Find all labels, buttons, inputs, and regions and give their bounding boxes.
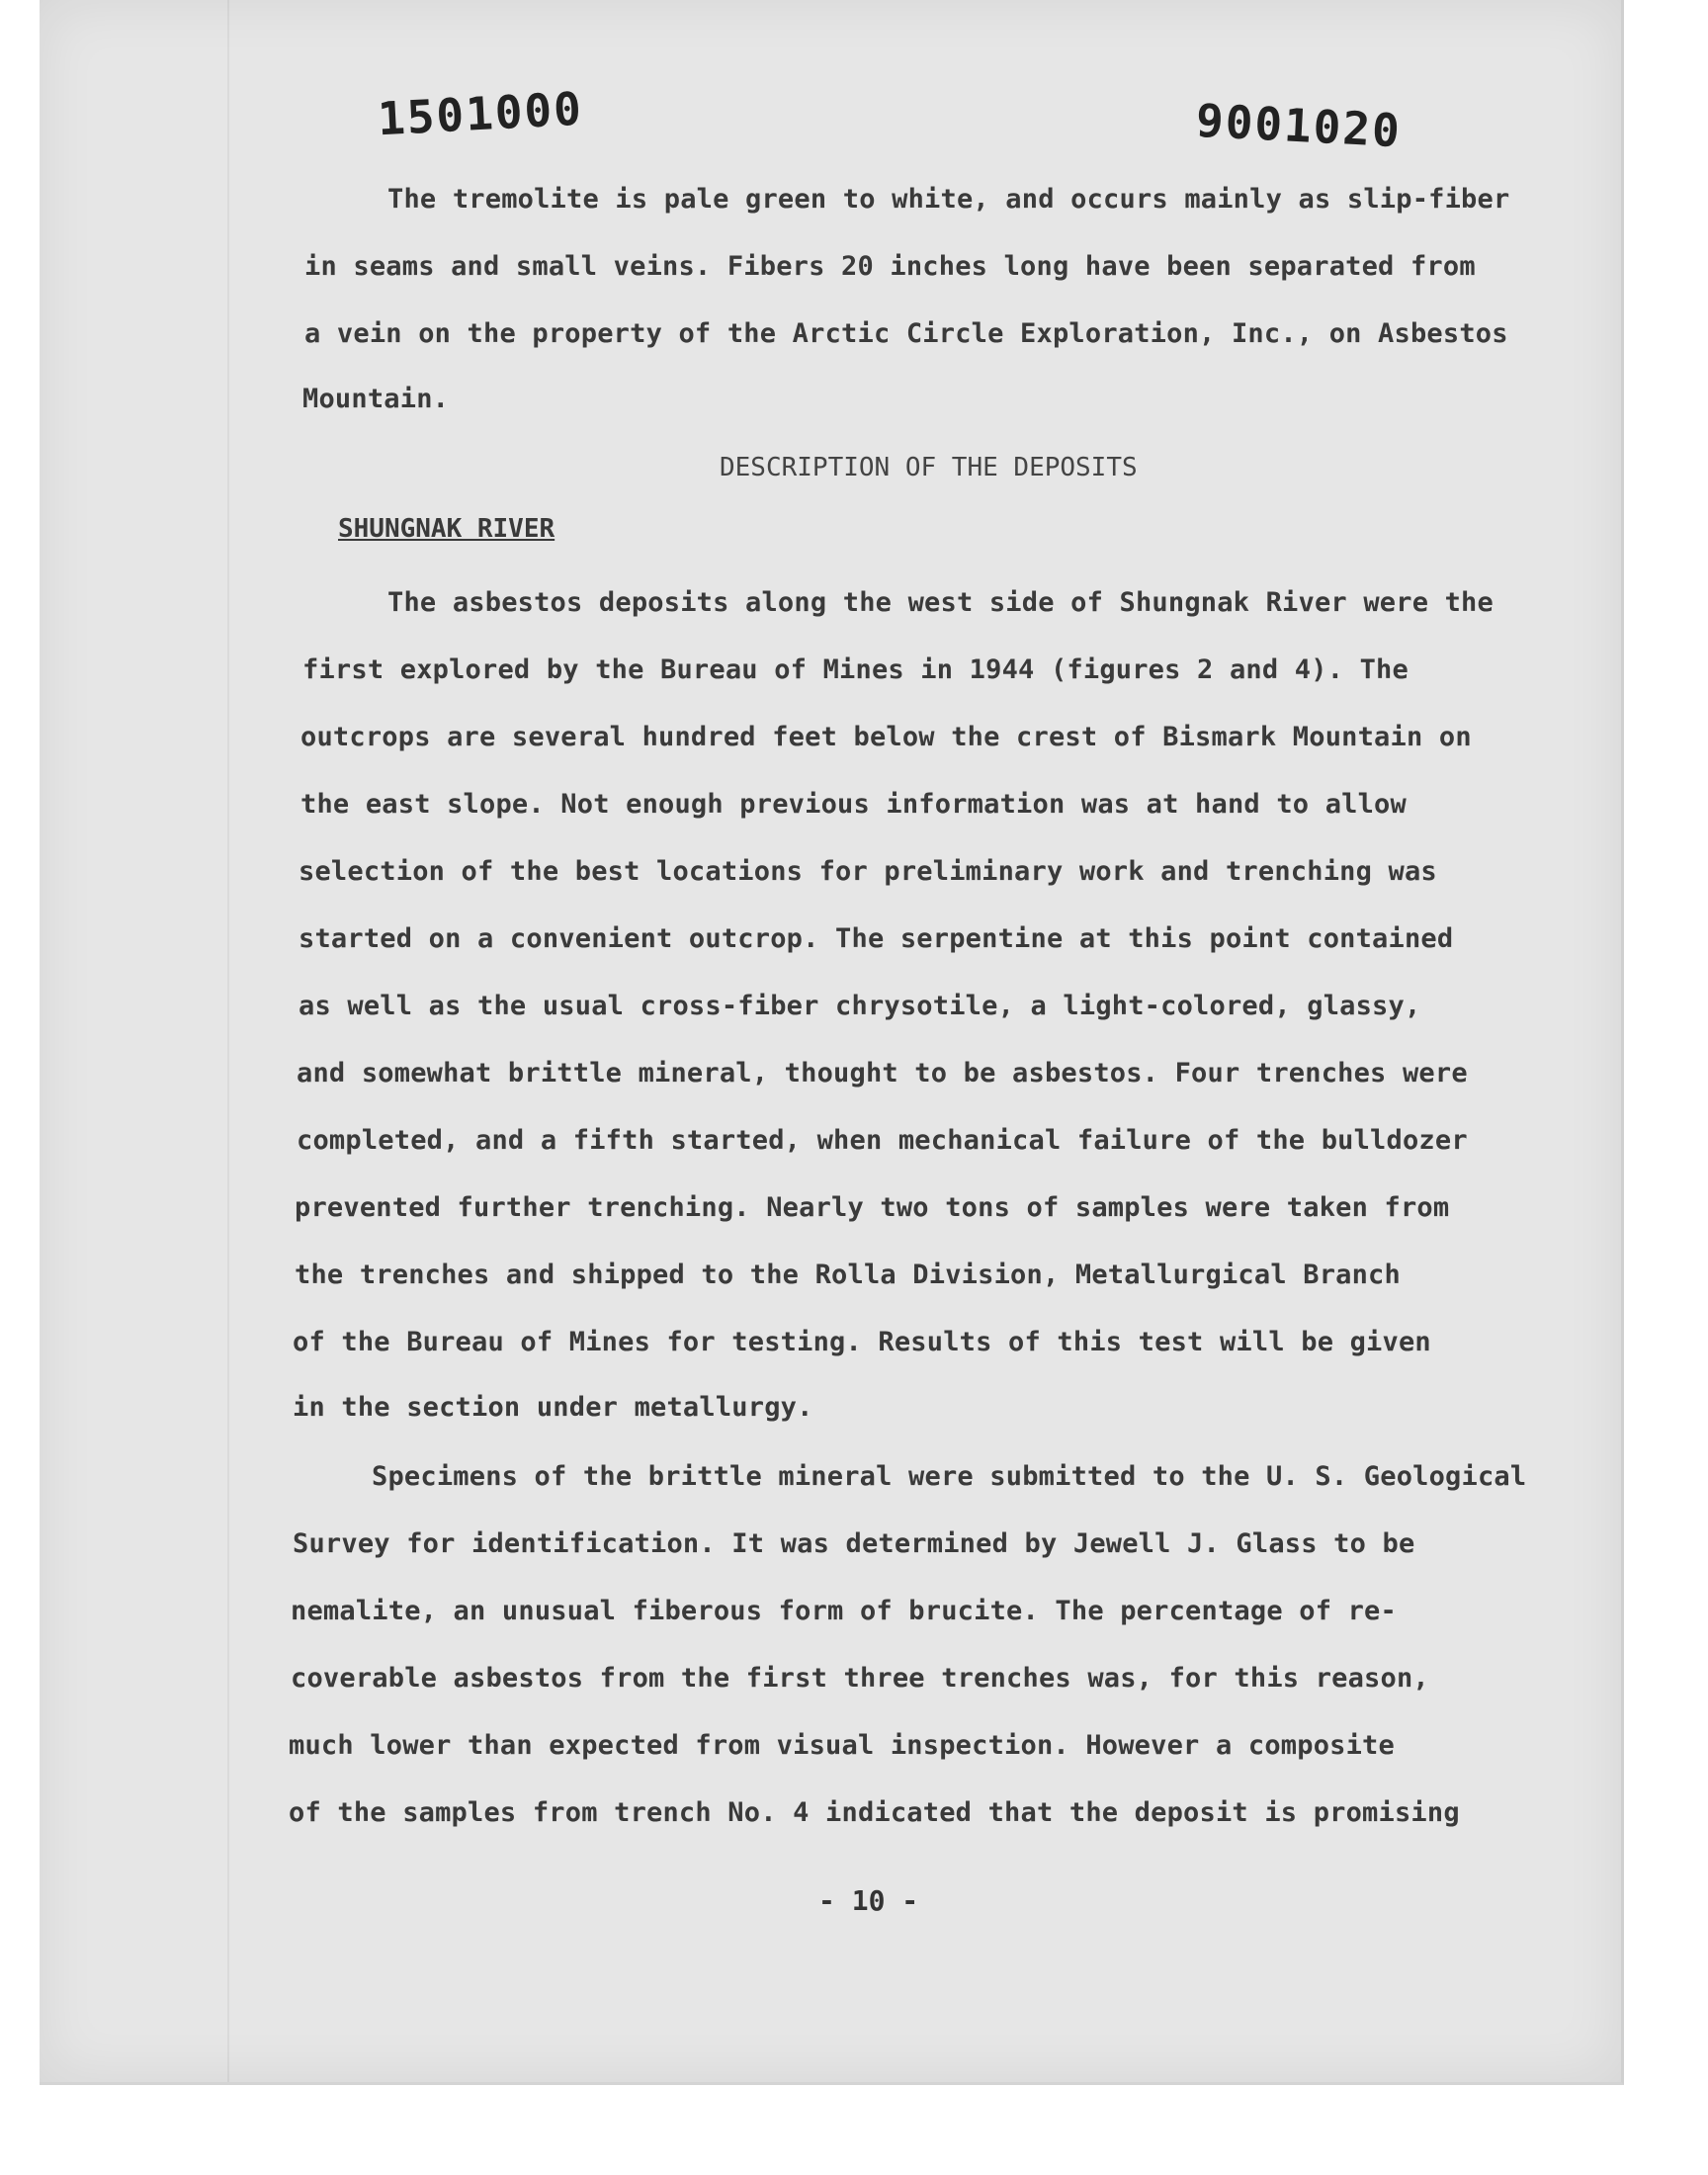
paragraph-1-line-1: The tremolite is pale green to white, and occurs mainly as slip-fiber (387, 184, 1510, 215)
paragraph-1-line-3: a vein on the property of the Arctic Circle Exploration, Inc., on Asbestos (304, 318, 1508, 349)
paragraph-2-line-3: outcrops are several hundred feet below the crest of Bismark Mountain on (300, 722, 1472, 752)
paragraph-3-line-2: Survey for identification. It was determined by Jewell J. Glass to be (293, 1528, 1415, 1559)
paragraph-3-line-1: Specimens of the brittle mineral were submitted to the U. S. Geological (372, 1461, 1527, 1492)
stamp-number-left: 1501000 (376, 81, 585, 146)
paragraph-2-line-7: as well as the usual cross-fiber chrysotile, a light-colored, glassy, (299, 991, 1421, 1021)
page-fold-line (227, 0, 229, 2082)
paragraph-3-line-5: much lower than expected from visual inspection. However a composite (289, 1730, 1395, 1761)
paragraph-2-line-1: The asbestos deposits along the west side of Shungnak River were the (387, 587, 1494, 618)
subsection-heading: SHUNGNAK RIVER (338, 514, 555, 544)
paragraph-2-line-12: of the Bureau of Mines for testing. Results of this test will be given (293, 1327, 1431, 1357)
paragraph-2-line-6: started on a convenient outcrop. The serpentine at this point contained (299, 923, 1454, 954)
paragraph-3-line-6: of the samples from trench No. 4 indicated that the deposit is promising (289, 1797, 1460, 1828)
section-heading: DESCRIPTION OF THE DEPOSITS (720, 453, 1138, 482)
paragraph-2-line-11: the trenches and shipped to the Rolla Division, Metallurgical Branch (295, 1260, 1401, 1290)
paragraph-2-line-10: prevented further trenching. Nearly two tons of samples were taken from (295, 1192, 1450, 1223)
paragraph-2-line-2: first explored by the Bureau of Mines in 1944 (figures 2 and 4). The (302, 654, 1409, 685)
paragraph-1-line-2: in seams and small veins. Fibers 20 inches long have been separated from (304, 251, 1476, 282)
document-page (40, 0, 1624, 2085)
paragraph-3-line-3: nemalite, an unusual fiberous form of brucite. The percentage of re- (291, 1596, 1397, 1626)
paragraph-2-line-4: the east slope. Not enough previous information was at hand to allow (300, 789, 1407, 820)
paragraph-2-line-8: and somewhat brittle mineral, thought to be asbestos. Four trenches were (297, 1058, 1468, 1088)
paragraph-2-line-13: in the section under metallurgy. (293, 1392, 813, 1423)
page-number: - 10 - (818, 1884, 919, 1917)
paragraph-2-line-9: completed, and a fifth started, when mechanical failure of the bulldozer (297, 1125, 1468, 1156)
paragraph-3-line-4: coverable asbestos from the first three trenches was, for this reason, (291, 1663, 1429, 1694)
paragraph-1-line-4: Mountain. (302, 384, 450, 414)
stamp-number-right: 9001020 (1194, 93, 1404, 158)
paragraph-2-line-5: selection of the best locations for preliminary work and trenching was (299, 856, 1437, 887)
